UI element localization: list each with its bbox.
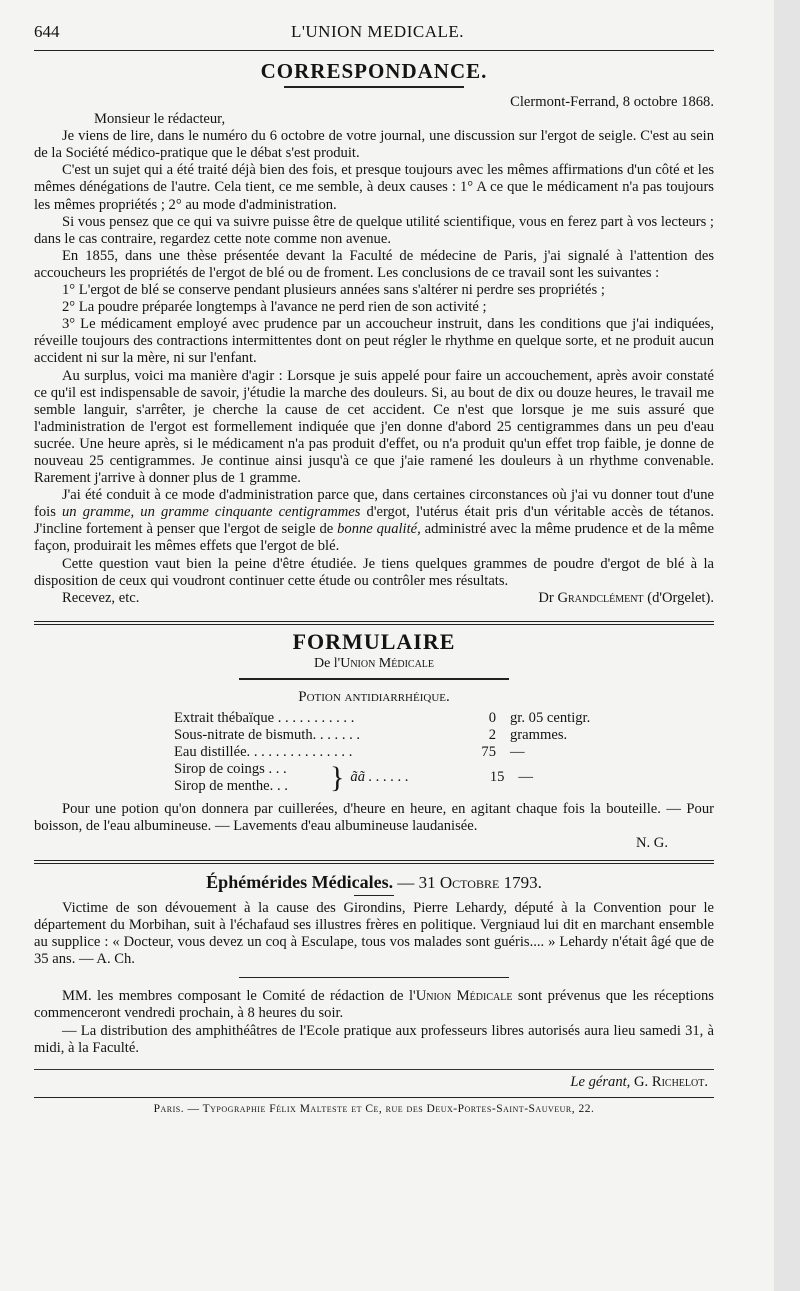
letter-paragraph: En 1855, dans une thèse présentée devant la Faculté de médecine de Paris, j'ai signalé à l'attention des accoucheurs les propriétés de l'ergot de blé ou de froment. Les conclusions de ce travail sont les suivantes : bbox=[34, 247, 714, 281]
printer-footer: Paris. — Typographie Félix Malteste et Ce, rue des Deux-Portes-Saint-Sauveur, 22. bbox=[153, 1102, 595, 1115]
recipe-row: Extrait thébaïque . . . . . . . . . . . 0 gr. 05 centigr. bbox=[174, 709, 591, 726]
letter-paragraph: Si vous pensez que ce qui va suivre puisse être de quelque utilité scientifique, vous en ferez part à vos lecteurs ; dans le cas contraire, regardez cette note comme non avenue. bbox=[34, 213, 714, 247]
recipe-row: Eau distillée. . . . . . . . . . . . . . . 75 — bbox=[174, 743, 525, 760]
ephemerides-title: Éphémérides Médicales. — 31 Octobre 1793. bbox=[206, 872, 542, 892]
formulaire-subheading: De l'Union Médicale bbox=[313, 655, 435, 671]
conclusion-item: 2° La poudre préparée longtemps à l'avance ne perd rien de son activité ; bbox=[62, 299, 487, 316]
section-divider bbox=[34, 860, 714, 864]
header-rule bbox=[34, 50, 714, 51]
ephemerides-text: Victime de son dévouement à la cause des Girondins, Pierre Lehardy, député à la Convention pour le département du Morbihan, suit à l'échafaud ses illustres frères en politique. Vergniaud lui dit en marchant ensemble au supplice : « Docteur, vous devez un coq à Esculape, tous vos malades sont guéris.... » Lehardy n'était âgé que de 35 ans. — A. Ch. bbox=[34, 900, 714, 968]
gerant: Le gérant, G. Richelot. bbox=[570, 1073, 708, 1090]
running-header bbox=[34, 22, 714, 44]
signature: Dr Grandclément (d'Orgelet). bbox=[538, 589, 714, 606]
page-column bbox=[34, 22, 714, 1115]
potion-instructions: Pour une potion qu'on donnera par cuillerées, d'heure en heure, en agitant chaque fois la bouteille. — Pour boisson, de l'eau albumineuse. — Lavements d'eau albumineuse laudanisée. bbox=[34, 800, 714, 834]
recipe-row: Sous-nitrate de bismuth. . . . . . . 2 grammes. bbox=[174, 726, 568, 743]
formulaire-rule bbox=[239, 678, 509, 680]
letter-signoff bbox=[34, 590, 714, 607]
letter-paragraph: Cette question vaut bien la peine d'être étudiée. Je tiens quelques grammes de poudre d'ergot de blé à la disposition de ceux qui voudront continuer cette étude ou contrôler mes résultats. bbox=[34, 555, 714, 589]
potion-title: Potion antidiarrhéique. bbox=[298, 688, 450, 705]
place-date: Clermont-Ferrand, 8 octobre 1868. bbox=[510, 94, 714, 110]
formulaire-initials: N. G. bbox=[635, 834, 668, 851]
correspondance-rule bbox=[284, 86, 464, 88]
conclusion-item: 1° L'ergot de blé se conserve pendant plusieurs années sans s'altérer ni perdre ses propriétés ; bbox=[62, 282, 605, 299]
sirop-menthe: Sirop de menthe. . . bbox=[174, 777, 288, 794]
notice-rule bbox=[239, 977, 509, 978]
notice-amphitheatres: — La distribution des amphithéâtres de l'Ecole pratique aux professeurs libres autorisés aura lieu samedi 31, à midi, à la Faculté. bbox=[34, 1022, 714, 1056]
letter-paragraph: Je viens de lire, dans le numéro du 6 octobre de votre journal, une discussion sur l'ergot de seigle. C'est au sein de la Société médico-pratique que le débat s'est produit. bbox=[34, 128, 714, 162]
gerant-rule bbox=[34, 1069, 714, 1070]
correspondance-heading: CORRESPONDANCE. bbox=[260, 59, 488, 83]
letter-paragraph: J'ai été conduit à ce mode d'administration parce que, dans certaines circonstances où j'ai vu donner tout d'une fois un gramme, un gramme cinquante centigrammes d'ergot, l'utérus était pris d'un véritable accès de tétanos. J'incline fortement à penser que l'ergot de seigle de bonne qualité, administré avec la même prudence et de la même façon, produirait les mêmes effets que l'ergot de blé. bbox=[34, 487, 714, 555]
formulaire-heading: FORMULAIRE bbox=[292, 628, 456, 654]
closing: Recevez, etc. bbox=[62, 589, 140, 606]
recipe bbox=[174, 710, 714, 795]
brace-icon: } bbox=[330, 760, 345, 794]
letter-paragraph: Au surplus, voici ma manière d'agir : Lorsque je suis appelé pour faire un accouchement, après avoir constaté ce qu'il est indispensable de savoir, j'étudie la marche des douleurs. Si, au bout de dix ou douze heures, le travail me semble languir, s'arrêter, je cherche la cause de cet accident. Ce n'est que lorsque je me suis assuré que l'administration de l'ergot est formellement indiquée que j'en donne d'abord 25 centigrammes dans un peu d'eau sucrée. Une heure après, si le médicament n'a pas produit d'effet, ou n'a produit qu'un effet trop faible, je donne de nouveau 25 centigrammes. Je continue ainsi jusqu'à ce que j'aie ramené les douleurs à un rhythme convenable. Rarement j'arrive à donner plus de 1 gramme. bbox=[34, 367, 714, 487]
letter-paragraph: C'est un sujet qui a été traité déjà bien des fois, et presque toujours avec les mêmes affirmations d'un côté et les mêmes dénégations de l'autre. Cela tient, ce me semble, à deux causes : 1° A ce que le médicament n'a pas toujours les mêmes propriétés ; 2° au mode d'administration. bbox=[34, 162, 714, 213]
salutation: Monsieur le rédacteur, bbox=[94, 111, 226, 128]
footer-rule bbox=[34, 1097, 714, 1098]
ephemerides-rule bbox=[354, 895, 394, 896]
recipe-row-sirops: Sirop de coings . . . Sirop de menthe. . . } ãã . . . . . . 15 — bbox=[174, 760, 533, 794]
ana-mark: ãã . . . . . . bbox=[350, 769, 409, 786]
section-divider bbox=[34, 621, 714, 625]
notice-comite: MM. les membres composant le Comité de rédaction de l'Union Médicale sont prévenus que les réceptions commenceront vendredi prochain, à 8 heures du soir. bbox=[34, 988, 714, 1022]
emphasis-quality: bonne qualité, bbox=[337, 521, 421, 538]
emphasis-dose: un gramme, un gramme cinquante centigrammes bbox=[62, 504, 361, 521]
page-number: 644 bbox=[34, 22, 60, 41]
sirop-coings: Sirop de coings . . . bbox=[174, 760, 287, 777]
journal-title: L'UNION MEDICALE. bbox=[290, 22, 464, 41]
conclusion-item: 3° Le médicament employé avec prudence par un accoucheur instruit, dans les conditions que j'ai indiquées, réveille toujours des contractions intermittentes dont on peut régler le rhythme en quelque sorte, et ne produit aucun accident ni sur la mère, ni sur l'enfant. bbox=[34, 316, 714, 367]
